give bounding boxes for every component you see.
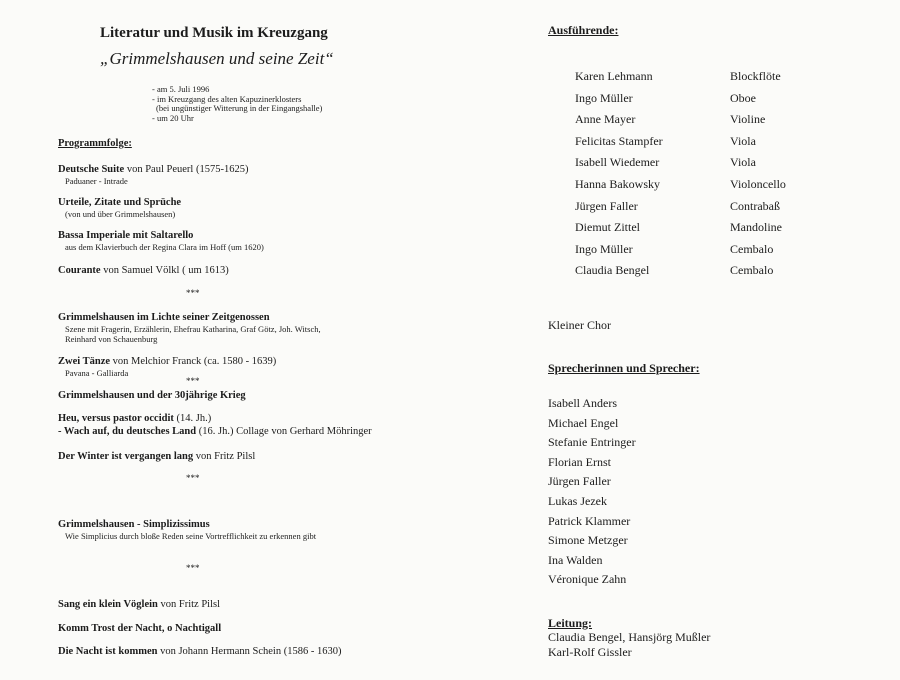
performer-instrument: Mandoline (730, 220, 782, 235)
performer-instrument: Cembalo (730, 241, 774, 256)
leitung-line: Karl-Rolf Gissler (548, 645, 632, 659)
program-item (58, 355, 276, 378)
item-subtext: Reinhard von Schauenburg (65, 334, 158, 344)
program-item (58, 229, 264, 252)
performer-instrument: Blockflöte (730, 69, 781, 83)
performer-instrument: Violine (730, 112, 766, 127)
item-detail: (16. Jh.) Collage von Gerhard Möhringer (196, 426, 372, 437)
item-title: Urteile, Zitate und Sprüche (58, 197, 182, 208)
item-title: Courante (58, 265, 101, 276)
item-title: Grimmelshausen und der 30jährige Krieg (58, 390, 246, 401)
performer-name: Claudia Bengel (575, 263, 650, 278)
item-title: Komm Trost der Nacht, o Nachtigall (58, 623, 222, 634)
leitung-heading: Leitung: (548, 616, 593, 630)
sprecher-heading: Sprecherinnen und Sprecher: (548, 361, 700, 375)
item-title: - Wach auf, du deutsches Land (58, 426, 197, 437)
speaker-name: Jürgen Faller (548, 474, 611, 489)
performer-name: Isabell Wiedemer (575, 155, 660, 170)
item-detail: (14. Jh.) (173, 413, 212, 424)
item-subtext: (von und über Grimmelshausen) (65, 209, 176, 219)
item-title: Der Winter ist vergangen lang (58, 451, 194, 462)
performer-name: Karen Lehmann (575, 69, 653, 83)
info-time: - um 20 Uhr (152, 112, 194, 123)
item-subtext: Wie Simplicius durch bloße Reden seine Vortrefflichkeit zu erkennen gibt (65, 531, 317, 541)
performer-name: Diemut Zittel (575, 220, 640, 235)
item-title: Grimmelshausen im Lichte seiner Zeitgenossen (58, 312, 270, 323)
separator: *** (186, 376, 200, 386)
speaker-name: Isabell Anders (548, 396, 617, 410)
item-subtext: Pavana - Galliarda (65, 368, 129, 378)
event-info (152, 85, 322, 123)
speaker-list (548, 394, 636, 590)
separator: *** (186, 563, 200, 573)
program-title: Literatur und Musik im Kreuzgang (100, 25, 328, 41)
info-location: - im Kreuzgang des alten Kapuzinerklosters (152, 93, 302, 104)
info-weather-note: (bei ungünstiger Witterung in der Eingangshalle) (156, 103, 323, 113)
program-item (58, 622, 221, 635)
item-title: Deutsche Suite (58, 164, 125, 175)
speaker-name: Michael Engel (548, 415, 619, 430)
item-detail: von Fritz Pilsl (157, 599, 221, 610)
performer-instrument: Viola (730, 133, 756, 148)
item-detail: von Samuel Völkl ( um 1613) (100, 265, 229, 276)
item-subtext: aus dem Klavierbuch der Regina Clara im Hoff (um 1620) (65, 242, 264, 252)
item-detail: von Fritz Pilsl (193, 451, 256, 462)
leitung-line: Claudia Bengel, Hansjörg Mußler (548, 630, 711, 644)
program-item (58, 311, 321, 344)
speaker-name: Lukas Jezek (548, 493, 607, 508)
program-item (58, 412, 372, 438)
performer-name: Hanna Bakowsky (575, 176, 660, 191)
item-title: Zwei Tänze (58, 356, 111, 367)
performer-name: Anne Mayer (575, 112, 636, 127)
performer-instrument: Oboe (730, 90, 756, 105)
item-subtext: Szene mit Fragerin, Erzählerin, Ehefrau Katharina, Graf Götz, Joh. Witsch, (65, 324, 321, 334)
item-detail: von Johann Hermann Schein (1586 - 1630) (157, 646, 342, 657)
performer-instrument: Violoncello (730, 176, 786, 191)
program-item (58, 389, 246, 402)
program-subtitle: „Grimmelshausen und seine Zeit“ (100, 49, 334, 68)
info-date: - am 5. Juli 1996 (152, 84, 210, 94)
speaker-name: Véronique Zahn (548, 572, 627, 587)
item-title: Bassa Imperiale mit Saltarello (58, 230, 194, 241)
speaker-name: Florian Ernst (548, 454, 611, 469)
performer-names (575, 66, 663, 282)
performer-instrument: Viola (730, 155, 756, 170)
program-item (58, 163, 248, 186)
speaker-name: Patrick Klammer (548, 513, 631, 528)
performer-name: Ingo Müller (575, 241, 633, 256)
performer-instrument: Cembalo (730, 263, 774, 278)
speaker-name: Stefanie Entringer (548, 435, 636, 450)
leitung-names (548, 630, 710, 660)
speaker-name: Ina Walden (548, 552, 603, 567)
separator: *** (186, 473, 200, 483)
performer-instrument: Contrabaß (730, 198, 780, 213)
programm-heading: Programmfolge: (58, 138, 132, 149)
program-item (58, 645, 341, 658)
program-item (58, 598, 220, 611)
item-detail: von Paul Peuerl (1575-1625) (124, 164, 249, 175)
performer-name: Felicitas Stampfer (575, 133, 663, 148)
performer-name: Ingo Müller (575, 90, 633, 105)
program-item (58, 196, 181, 219)
program-item (58, 518, 316, 541)
item-title: Die Nacht ist kommen (58, 646, 158, 657)
program-item (58, 450, 255, 463)
speaker-name: Simone Metzger (548, 533, 628, 548)
item-title: Grimmelshausen - Simplizissimus (58, 519, 210, 530)
program-item (58, 264, 229, 277)
performer-name: Jürgen Faller (575, 198, 638, 213)
separator: *** (186, 288, 200, 298)
item-subtext: Paduaner - Intrade (65, 176, 128, 186)
ausfuehrende-heading: Ausführende: (548, 23, 619, 37)
performer-instruments (730, 66, 786, 282)
item-detail: von Melchior Franck (ca. 1580 - 1639) (110, 356, 277, 367)
item-title: Heu, versus pastor occidit (58, 413, 174, 424)
choir-label: Kleiner Chor (548, 318, 611, 332)
item-title: Sang ein klein Vöglein (58, 599, 158, 610)
